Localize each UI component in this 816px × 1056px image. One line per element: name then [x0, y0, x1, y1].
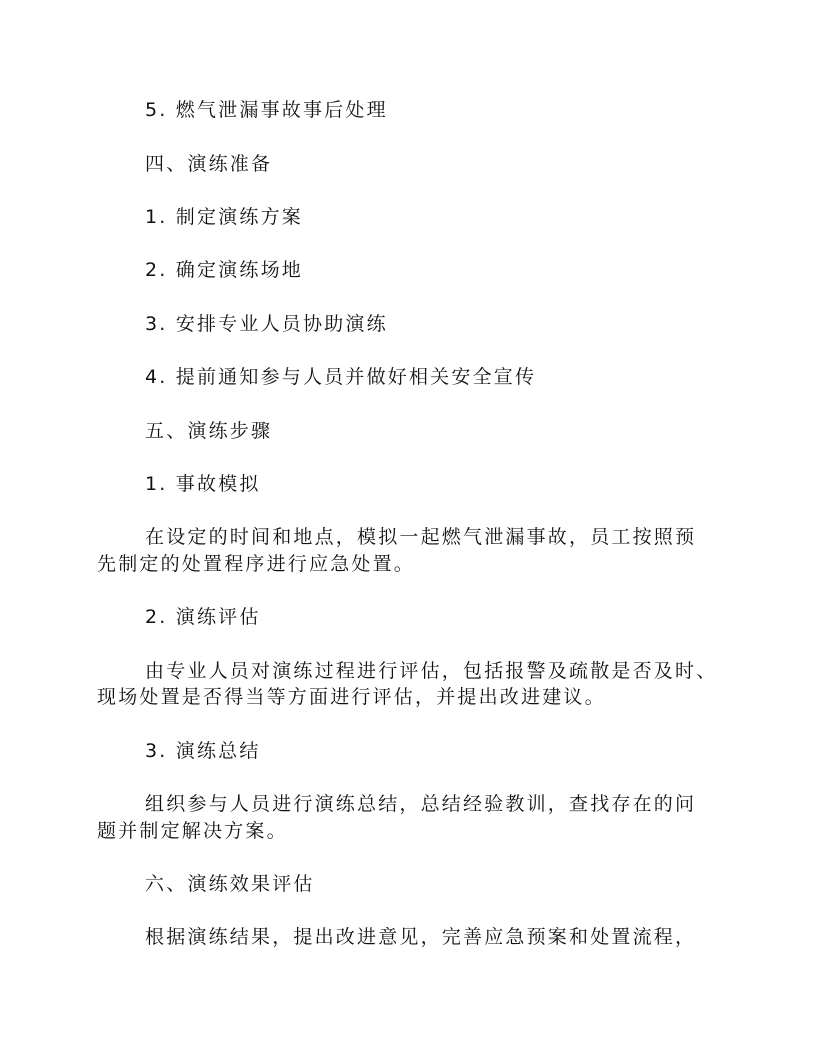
paragraph-simulation-line-1: 在设定的时间和地点，模拟一起燃气泄漏事故，员工按照预: [145, 526, 697, 548]
section-heading-5-drill-steps: 五、演练步骤: [145, 420, 273, 442]
paragraph-evaluation-line-2: 现场处置是否得当等方面进行评估，并提出改进建议。: [97, 686, 606, 708]
paragraph-summary-line-2: 题并制定解决方案。: [97, 820, 288, 842]
paragraph-simulation-line-2: 先制定的处置程序进行应急处置。: [97, 553, 416, 575]
list-item-3-assign-staff: 3. 安排专业人员协助演练: [145, 313, 388, 335]
paragraph-effect-line-1: 根据演练结果，提出改进意见，完善应急预案和处置流程，: [145, 926, 697, 948]
list-item-4-notify-participants: 4. 提前通知参与人员并做好相关安全宣传: [145, 366, 537, 388]
section-heading-4-preparation: 四、演练准备: [145, 153, 273, 175]
list-item-2-drill-site: 2. 确定演练场地: [145, 259, 303, 281]
step-3-drill-summary: 3. 演练总结: [145, 740, 261, 762]
paragraph-evaluation-line-1: 由专业人员对演练过程进行评估，包括报警及疏散是否及时、: [145, 660, 718, 682]
list-item-1-drill-plan: 1. 制定演练方案: [145, 206, 303, 228]
list-item-5-incident-aftermath: 5. 燃气泄漏事故事后处理: [145, 99, 388, 121]
step-2-drill-evaluation: 2. 演练评估: [145, 606, 261, 628]
step-1-accident-simulation: 1. 事故模拟: [145, 473, 261, 495]
section-heading-6-effect-evaluation: 六、演练效果评估: [145, 873, 315, 895]
paragraph-summary-line-1: 组织参与人员进行演练总结，总结经验教训，查找存在的问: [145, 793, 697, 815]
